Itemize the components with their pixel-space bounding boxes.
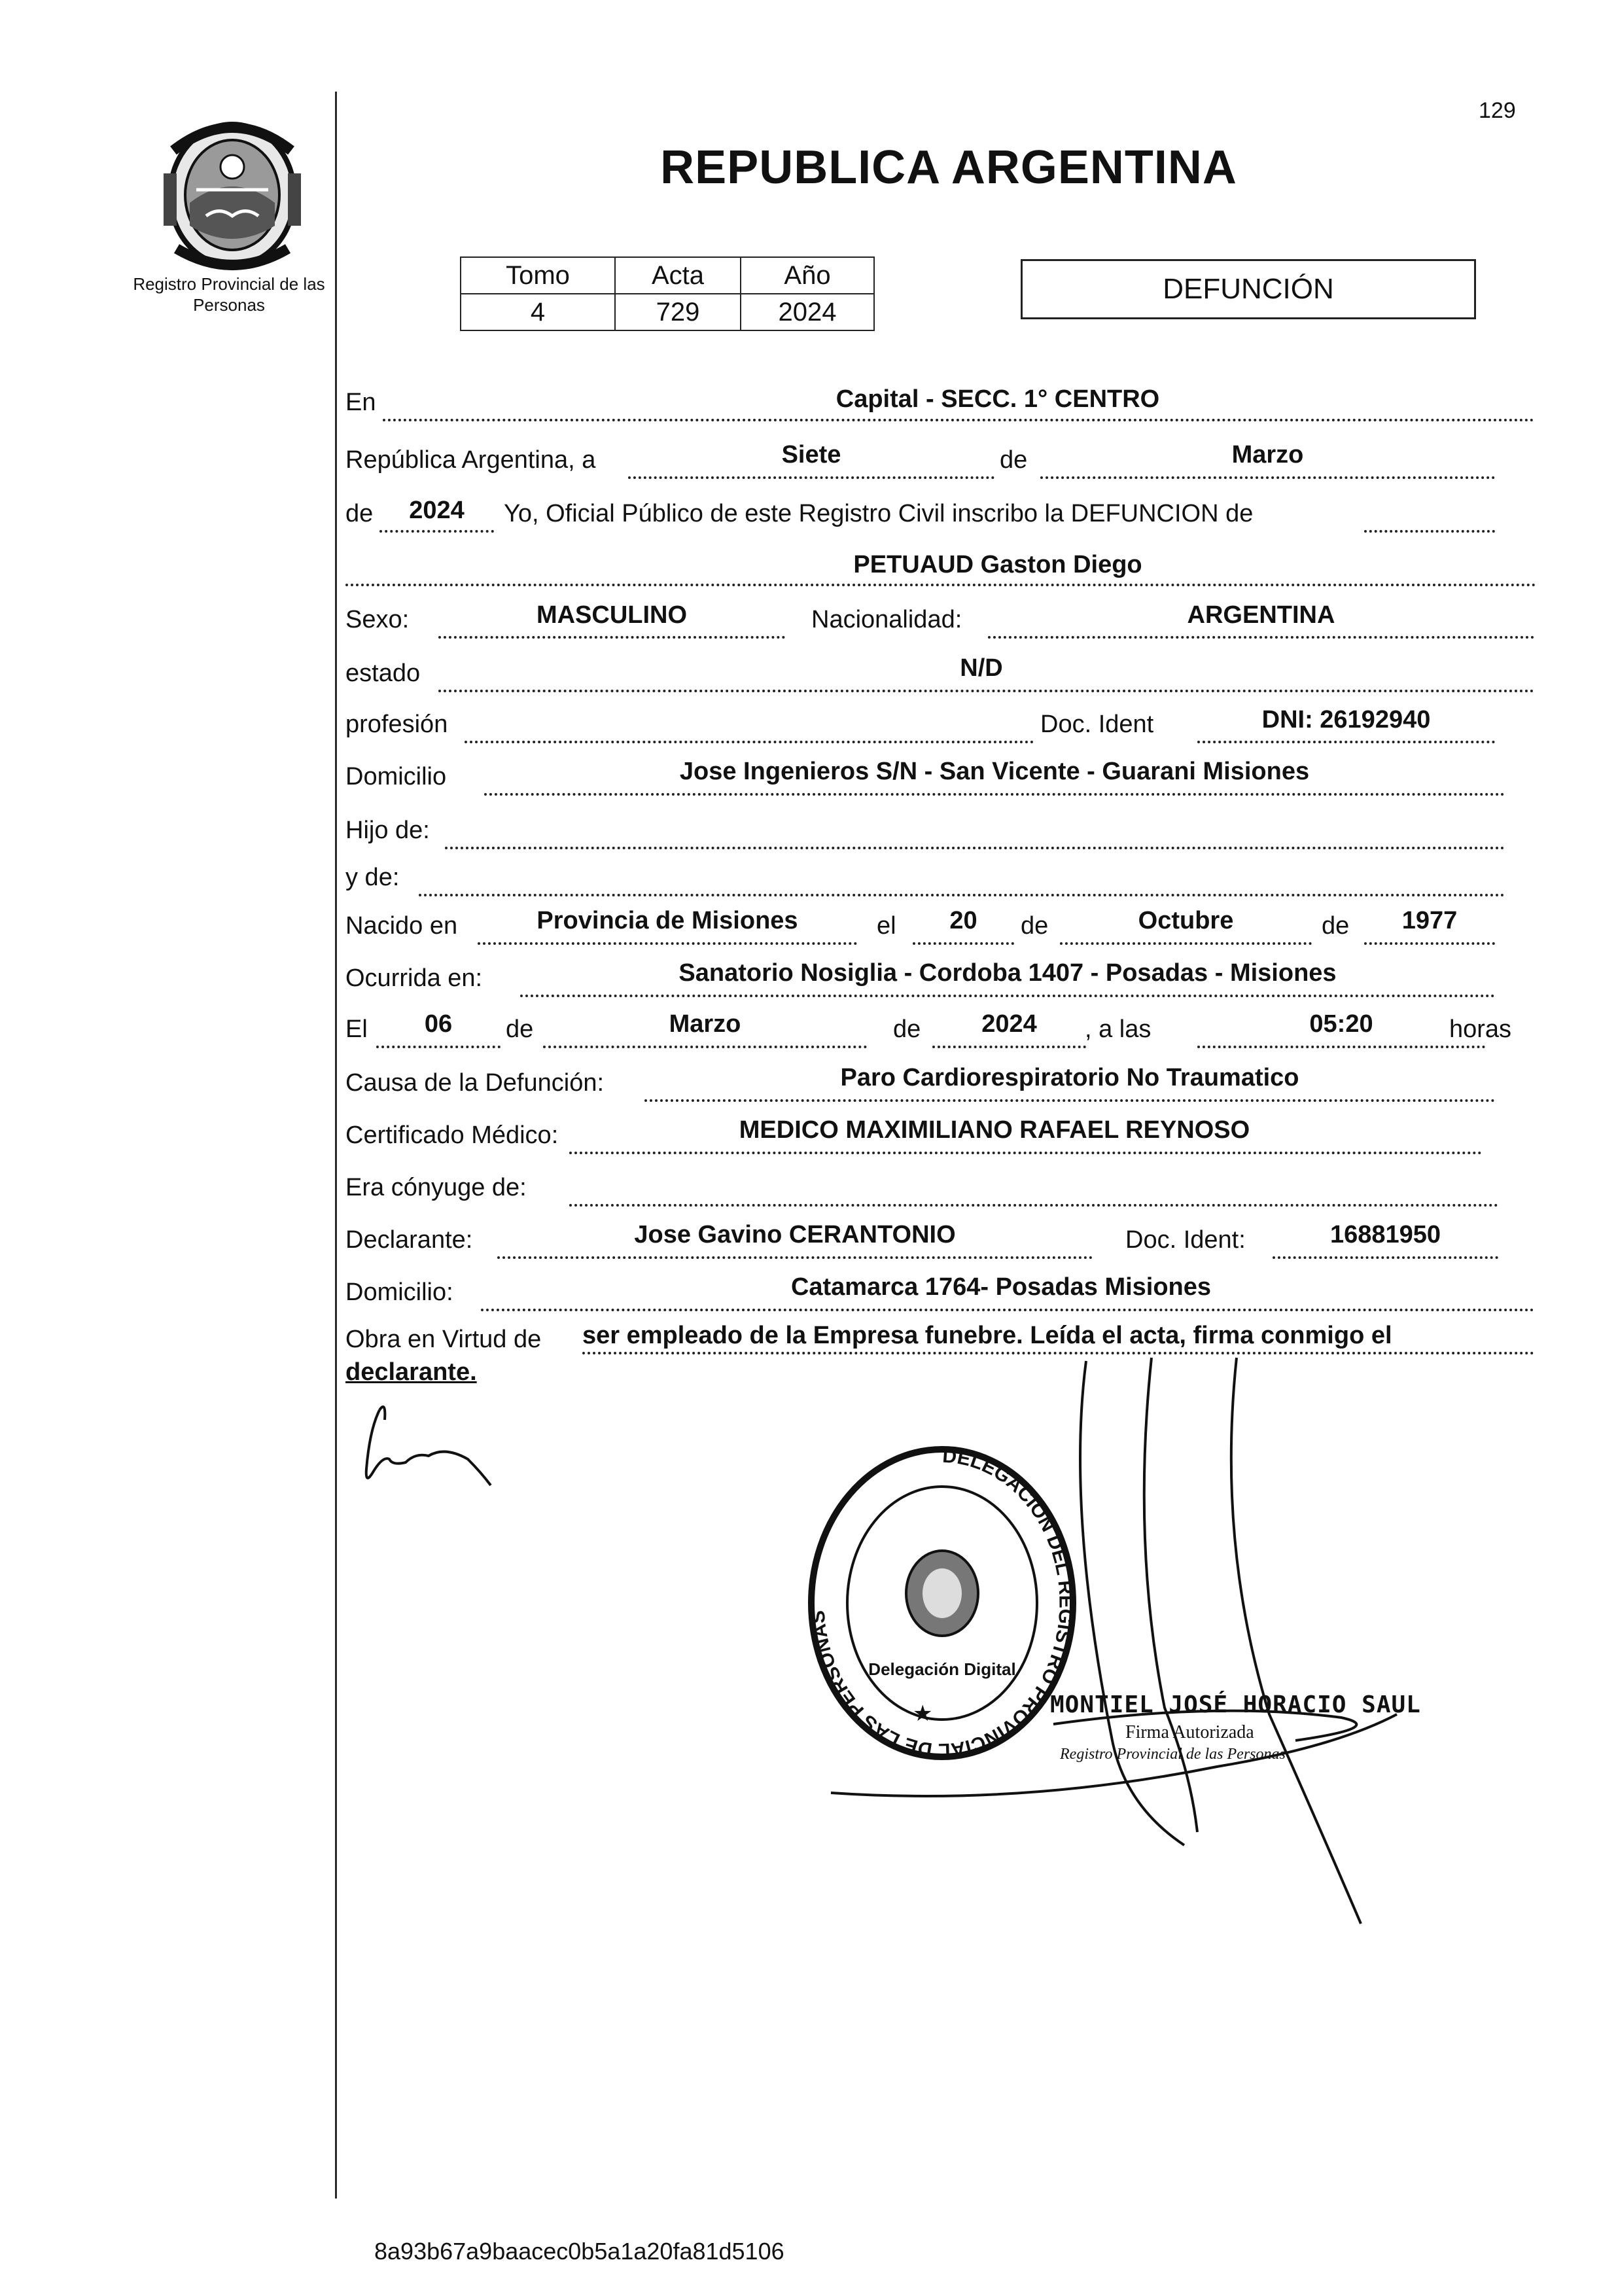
dotted-line [913, 942, 1014, 945]
value-mes: Marzo [1231, 441, 1304, 468]
dotted-line [1197, 1046, 1485, 1048]
label-declarante: Declarante: [345, 1226, 473, 1254]
label-conyuge: Era cónyuge de: [345, 1174, 527, 1201]
value-estado: N/D [960, 654, 1003, 682]
value-sexo: MASCULINO [536, 601, 688, 629]
value-dni: DNI: 26192940 [1261, 706, 1431, 733]
value-nacido-en: Provincia de Misiones [536, 907, 798, 934]
value-certificado: MEDICO MAXIMILIANO RAFAEL REYNOSO [739, 1116, 1250, 1144]
label-causa: Causa de la Defunción: [345, 1069, 605, 1097]
value-ocurrida-en: Sanatorio Nosiglia - Cordoba 1407 - Posadas - Misiones [678, 959, 1337, 987]
dotted-line [465, 741, 1034, 743]
label-y-de: y de: [345, 864, 400, 891]
value-nombre: PETUAUD Gaston Diego [853, 551, 1142, 578]
svg-text:★: ★ [913, 1701, 933, 1727]
table-value-anio: 2024 [741, 294, 874, 330]
table-header-acta: Acta [615, 257, 741, 294]
label-de-3: de [1021, 912, 1049, 940]
document-type-box: DEFUNCIÓN [1021, 259, 1476, 319]
dotted-line [1060, 942, 1312, 945]
label-republica: República Argentina, a [345, 446, 596, 474]
label-de: de [1000, 446, 1028, 474]
stamp-inner-text: Delegación Digital [868, 1659, 1016, 1679]
dotted-line [932, 1046, 1086, 1048]
dotted-line [543, 1046, 867, 1048]
label-domicilio: Domicilio [345, 763, 447, 790]
label-horas: horas [1449, 1016, 1512, 1043]
dotted-line [383, 419, 1534, 421]
label-el: el [877, 912, 896, 940]
value-nac-anio: 1977 [1401, 907, 1458, 934]
dotted-line [1040, 476, 1495, 479]
dotted-line [1273, 1256, 1498, 1259]
label-ocurrida: Ocurrida en: [345, 964, 483, 992]
label-sexo: Sexo: [345, 606, 410, 633]
value-nacionalidad: ARGENTINA [1187, 601, 1335, 629]
label-profesion: profesión [345, 711, 448, 738]
value-def-mes: Marzo [669, 1010, 741, 1038]
dotted-line [1364, 530, 1495, 533]
label-estado: estado [345, 660, 421, 687]
stamp-ring-text: DELEGACION DEL REGISTRO PROVINCIAL DE LAS PERSONAS [807, 1445, 1077, 1761]
label-decl-domicilio: Domicilio: [345, 1279, 453, 1306]
label-hijo: Hijo de: [345, 817, 430, 844]
dotted-line [569, 1204, 1498, 1207]
page-number: 129 [1479, 98, 1516, 123]
dotted-line [345, 584, 1536, 586]
province-seal-logo [150, 111, 314, 275]
dotted-line [438, 690, 1534, 692]
value-dia: Siete [781, 441, 841, 468]
dotted-line [988, 636, 1534, 639]
value-anio: 2024 [409, 497, 465, 524]
label-decl-doc: Doc. Ident: [1125, 1226, 1246, 1254]
value-lugar: Capital - SECC. 1° CENTRO [835, 385, 1160, 413]
dotted-line [569, 1152, 1482, 1154]
dotted-line [445, 847, 1505, 849]
label-nacido: Nacido en [345, 912, 458, 940]
dotted-line [520, 995, 1495, 997]
value-def-dia: 06 [424, 1010, 453, 1038]
value-nac-dia: 20 [949, 907, 977, 934]
dotted-line [497, 1256, 1093, 1259]
dotted-line [628, 476, 994, 479]
value-declarante: Jose Gavino CERANTONIO [634, 1221, 956, 1248]
table-header-anio: Año [741, 257, 874, 294]
dotted-line [419, 894, 1505, 896]
dotted-line [484, 793, 1505, 796]
dotted-line [438, 636, 785, 639]
label-nacionalidad: Nacionalidad: [811, 606, 962, 633]
dotted-line [379, 530, 494, 533]
value-hora: 05:20 [1309, 1010, 1373, 1038]
dotted-line [376, 1046, 501, 1048]
value-causa: Paro Cardiorespiratorio No Traumatico [840, 1064, 1299, 1091]
value-domicilio: Jose Ingenieros S/N - San Vicente - Guarani Misiones [679, 758, 1310, 785]
margin-line [335, 92, 337, 2199]
value-decl-domicilio: Catamarca 1764- Posadas Misiones [790, 1273, 1212, 1301]
label-certificado: Certificado Médico: [345, 1122, 559, 1149]
label-de-4: de [1322, 912, 1350, 940]
value-decl-doc: 16881950 [1329, 1221, 1441, 1248]
value-obra-1: ser empleado de la Empresa funebre. Leída el acta, firma conmigo el [582, 1322, 1392, 1349]
dotted-line [1197, 741, 1495, 743]
dotted-line [481, 1309, 1534, 1311]
dotted-line [478, 942, 857, 945]
label-de-2: de [345, 500, 374, 527]
table-header-tomo: Tomo [461, 257, 615, 294]
label-El: El [345, 1016, 368, 1043]
label-de-6: de [893, 1016, 921, 1043]
label-de-5: de [506, 1016, 534, 1043]
dotted-line [1364, 942, 1495, 945]
handwritten-initials [353, 1394, 517, 1505]
table-value-tomo: 4 [461, 294, 615, 330]
label-doc-ident: Doc. Ident [1040, 711, 1154, 738]
label-a-las: , a las [1085, 1016, 1152, 1043]
value-def-anio: 2024 [981, 1010, 1037, 1038]
inscribo-text: Yo, Oficial Público de este Registro Civil inscribo la DEFUNCION de [504, 500, 1254, 527]
value-obra-2: declarante. [345, 1358, 477, 1386]
label-en: En [345, 389, 376, 416]
official-role: Firma Autorizada [1125, 1722, 1254, 1742]
official-signature [824, 1348, 1439, 1937]
document-hash: 8a93b67a9baacec0b5a1a20fa81d5106 [374, 2238, 784, 2265]
country-title: REPUBLICA ARGENTINA [660, 141, 1237, 194]
value-nac-mes: Octubre [1138, 907, 1234, 934]
tomo-acta-anio-table [460, 256, 875, 331]
dotted-line [644, 1099, 1495, 1102]
table-value-acta: 729 [615, 294, 741, 330]
label-obra: Obra en Virtud de [345, 1326, 542, 1353]
registry-label: Registro Provincial de las Personas [133, 274, 325, 315]
official-name: MONTIEL JOSÉ HORACIO SAUL [1050, 1691, 1421, 1718]
official-org: Registro Provincial de las Personas [1060, 1746, 1286, 1763]
